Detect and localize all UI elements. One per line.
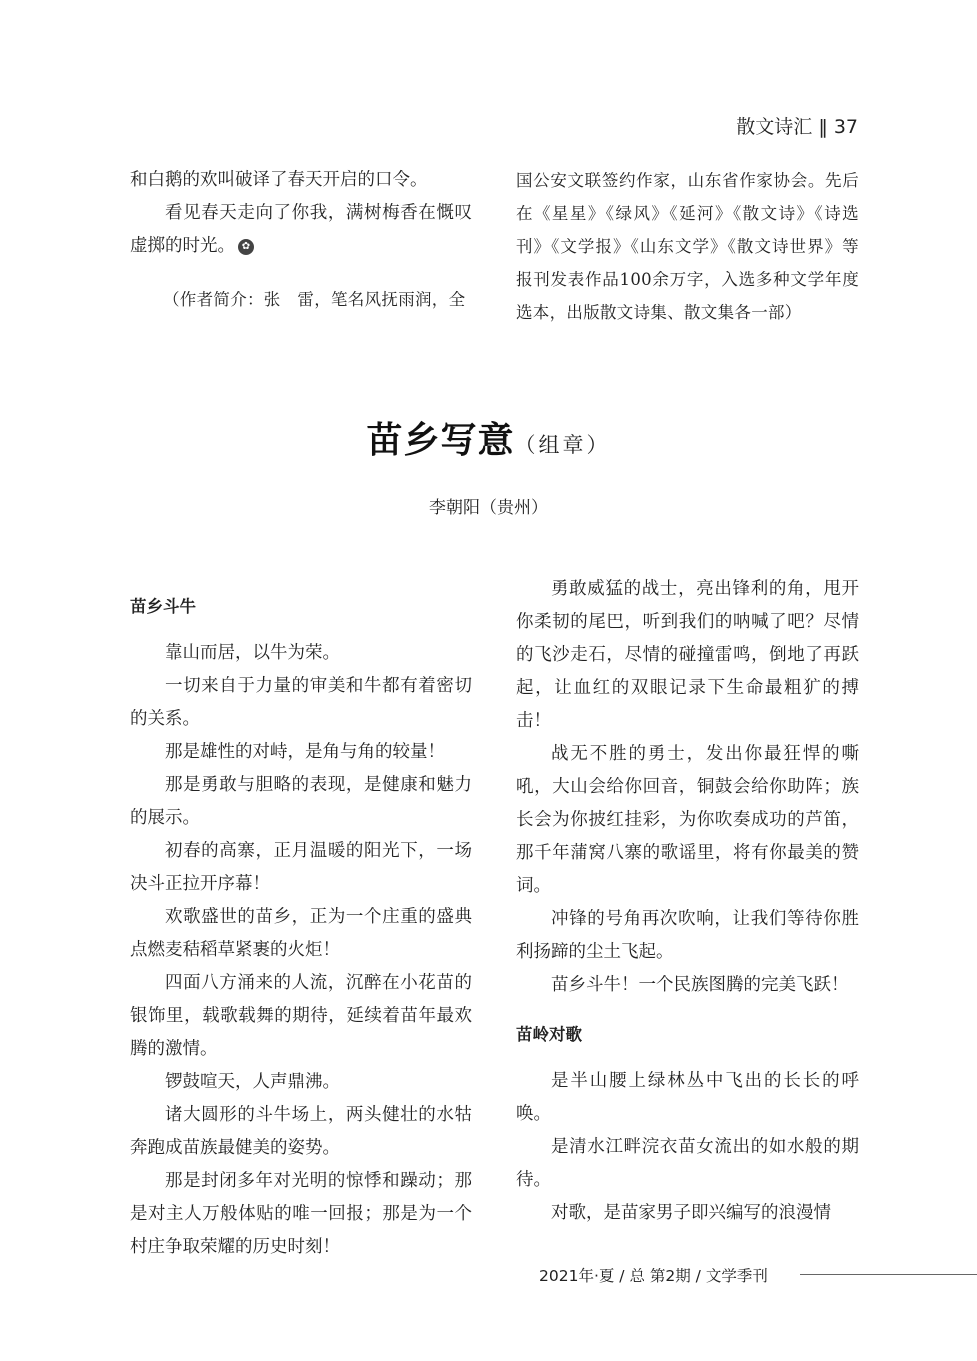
previous-piece-right-column bbox=[516, 164, 859, 329]
section-heading: 苗乡斗牛 bbox=[130, 597, 196, 616]
paragraph: 战无不胜的勇士，发出你最狂悍的嘶吼，大山会给你回音，铜鼓会给你助阵；族长会为你披红挂彩，为你吹奏成功的芦笛，那千年蒲窝八寨的歌谣里，将有你最美的赞词。 bbox=[516, 744, 859, 896]
paragraph: 欢歌盛世的苗乡，正为一个庄重的盛典点燃麦秸稻草紧裹的火炬！ bbox=[130, 907, 472, 960]
author-name: 李朝阳 bbox=[429, 498, 480, 518]
running-footer: 2021年·夏 / 总 第2期 / 文学季刊 bbox=[539, 1267, 768, 1285]
paragraph: 那是勇敢与胆略的表现，是健康和魅力的展示。 bbox=[130, 775, 472, 828]
paragraph: 是半山腰上绿林丛中飞出的长长的呼唤。 bbox=[516, 1071, 859, 1124]
author-bio-start: （作者简介：张 雷，笔名风抚雨润，全 bbox=[163, 290, 466, 309]
page-number: 37 bbox=[833, 116, 858, 138]
article-title: 苗乡写意 bbox=[366, 419, 515, 461]
paragraph: 初春的高寨，正月温暖的阳光下，一场决斗正拉开序幕！ bbox=[130, 841, 472, 894]
end-mark-icon: ✿ bbox=[238, 239, 254, 255]
previous-piece-paragraph: 看见春天走向了你我，满树梅香在慨叹虚掷的时光。 ✿ bbox=[130, 203, 472, 256]
paragraph: 勇敢威猛的战士，亮出锋利的角，甩开你柔韧的尾巴，听到我们的呐喊了吧？尽情的飞沙走石，尽情的碰撞雷鸣，倒地了再跃起，让血红的双眼记录下生命最粗犷的搏击！ bbox=[516, 579, 859, 731]
previous-piece-paragraph: 和白鹅的欢叫破译了春天开启的口令。 bbox=[130, 170, 428, 190]
paragraph: 锣鼓喧天，人声鼎沸。 bbox=[165, 1072, 340, 1092]
article-right-column bbox=[516, 573, 859, 1230]
header-separator: ‖ bbox=[818, 116, 828, 138]
paragraph: 靠山而居，以牛为荣。 bbox=[165, 643, 340, 663]
paragraph: 那是封闭多年对光明的惊悸和躁动；那是对主人万般体贴的唯一回报；那是为一个村庄争取荣耀的历史时刻！ bbox=[130, 1171, 472, 1257]
section-name: 散文诗汇 bbox=[736, 116, 813, 138]
paragraph: 一切来自于力量的审美和牛都有着密切的关系。 bbox=[130, 676, 472, 729]
paragraph: 诸大圆形的斗牛场上，两头健壮的水牯奔跑成苗族最健美的姿势。 bbox=[130, 1105, 472, 1158]
article-left-column bbox=[130, 590, 472, 1264]
previous-piece-left-column bbox=[130, 164, 472, 316]
article-subtitle: （组章） bbox=[514, 433, 611, 457]
paragraph: 对歌，是苗家男子即兴编写的浪漫情 bbox=[551, 1203, 831, 1223]
article-title-block bbox=[0, 412, 977, 463]
footer-rule bbox=[800, 1274, 977, 1275]
article-byline bbox=[0, 493, 977, 518]
paragraph: 冲锋的号角再次吹响，让我们等待你胜利扬蹄的尘土飞起。 bbox=[516, 909, 859, 962]
paragraph: 四面八方涌来的人流，沉醉在小花苗的银饰里，载歌载舞的期待，延续着苗年最欢腾的激情。 bbox=[130, 973, 472, 1059]
author-location: （贵州） bbox=[480, 498, 548, 518]
paragraph: 那是雄性的对峙，是角与角的较量！ bbox=[165, 742, 445, 762]
section-heading: 苗岭对歌 bbox=[516, 1025, 582, 1044]
author-bio-continued: 国公安文联签约作家，山东省作家协会。先后在《星星》《绿风》《延河》《散文诗》《诗选刊》《文学报》《山东文学》《散文诗世界》等报刊发表作品100余万字，入选多种文学年度选本，出版散文诗集、散文集各一部） bbox=[516, 171, 859, 322]
paragraph: 苗乡斗牛！一个民族图腾的完美飞跃！ bbox=[551, 975, 849, 995]
running-header bbox=[600, 112, 858, 139]
paragraph: 是清水江畔浣衣苗女流出的如水般的期待。 bbox=[516, 1137, 859, 1190]
